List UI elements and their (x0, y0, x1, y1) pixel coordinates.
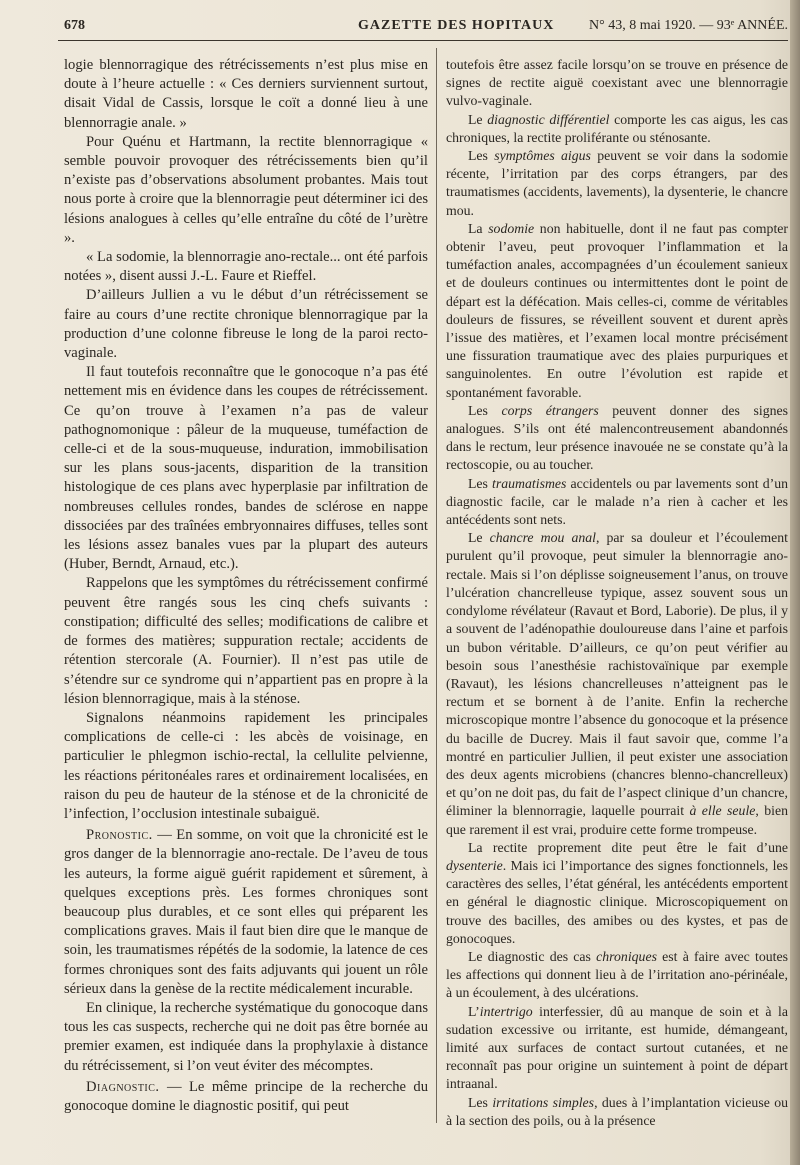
paragraph: « La sodomie, la blennorragie ano-rectale... ont été parfois notées », disent aussi J.-L. Faure et Rieffel. (64, 249, 428, 285)
section-text: — En somme, on voit que la chronicité est le gros danger de la blennorragie ano-rectale. De l’aveu de tous les auteurs, la forme aiguë guérit rapidement et sûrement, à quelques exceptions près. Les formes chroniques sont beaucoup plus durables, et ce sont elles qui préparent les complications graves. Mais il faut bien dire que le manque de soin, les traumatismes répétés de la sodomie, la latence de ces formes chroniques sont des faits adjuvants qui jouent un rôle sérieux dans la genèse de la rectite médicalement incurable. (64, 827, 428, 997)
text-run: L’ (468, 1003, 480, 1019)
paragraph (446, 948, 788, 1003)
page-header (58, 14, 788, 42)
section-heading: Pronostic. (86, 827, 153, 844)
text-run: , bien que rarement il est vrai, produire cette forme trompeuse. (446, 803, 789, 837)
text-run: Les (468, 402, 502, 418)
italic-term: irritations simples (492, 1094, 595, 1110)
pronostic-section (64, 826, 428, 999)
header-rule (58, 40, 788, 41)
right-column (446, 56, 788, 1130)
paragraph: D’ailleurs Jullien a vu le début d’un rétrécissement se faire au cours d’une rectite chronique blennorragique par la production d’une colonne fibreuse le long de la paroi recto-vaginale. (64, 287, 428, 362)
paragraph: Pour Quénu et Hartmann, la rectite blennorragique « semble pouvoir provoquer des rétrécissements bien qu’il n’existe pas d’observations absolument probantes. Mais tout nous porte à croire que la blennorragie peut déterminer ici des lésions analogues à celles qu’elle entraîne du côté de l’urètre ». (64, 133, 428, 246)
paragraph (446, 220, 788, 402)
text-run: Les (468, 148, 495, 164)
text-run: La (468, 220, 489, 236)
text-run: interfessier, dû au manque de soin et à la sudation excessive ou irritante, est humide, démangeant, limité aux surfaces de contact surtout cutanées, et ne reconnaît pas pour origine un suintement à point de départ intraanal. (446, 1003, 788, 1092)
italic-term: diagnostic différentiel (487, 111, 610, 127)
section-heading: Diagnostic. (86, 1078, 160, 1095)
binding-shadow (790, 0, 800, 1165)
text-run: , par sa douleur et l’écoulement purulent qu’il provoque, peut simuler la blennorragie ano-rectale. Mais si l’on déplisse soigneusement l’anus, on trouve l’ulcération chancrelleuse typique, assez souvent sous un condylome révélateur (Ravaut et Bord, Laborie). De plus, il y a souvent de l’adénopathie douloureuse dans l’aine et parfois un bubon véritable. D’ailleurs, ce qu’on peut vérifier au besoin sous l’anesthésie rachistovaïnique par exemple (Ravaut), les lésions chancrelleuses n’atteignent pas le rectum et se bornent à de l’anite. Enfin la recherche microscopique montre l’absence du gonocoque et la présence du bacille de Ducrey. Mais il faut savoir que, comme l’a montré en particulier Jullien, il peut exister une association des deux agents microbiens (chancres blenno-chancrelleux) et qu’on ne doit pas, du fait de l’aspect clinique d’un chancre, éliminer la blennorragie, laquelle pourrait (446, 530, 788, 819)
column-divider (436, 48, 437, 1123)
text-run: accidentels ou par lavements sont d’un diagnostic facile, car le malade n’a rien à cacher et les antécédents sont nets. (446, 475, 789, 528)
italic-term: intertrigo (479, 1003, 533, 1019)
paragraph: toutefois être assez facile lorsqu’on se trouve en présence de signes de rectite aiguë coexistant avec une blennorragie vulvo-vaginale. (446, 57, 788, 109)
text-run: non habituelle, dont il ne faut pas compter obtenir l’aveu, peut provoquer l’inflammation et la tuméfaction anales, accompagnées d’un écoulement sanieux et de douleurs continues ou intermittentes dont le point de départ est la défécation. Mais celles-ci, comme de véritables douleurs de fissures, se réveillent souvent et durent après l’issue des matières, et l’examen local montre précisément une fissuration traumatique avec des plaies purpuriques et sanguinolentes. En outre l’évolution est rapide et spontanément favorable. (446, 220, 788, 400)
paragraph (446, 529, 788, 838)
issue-info: N° 43, 8 mai 1920. — 93ᵉ ANNÉE. (589, 18, 788, 33)
italic-term: corps étrangers (501, 402, 599, 418)
italic-term: chancre mou anal (489, 530, 596, 546)
paragraph (446, 475, 788, 530)
paragraph (446, 111, 788, 147)
text-run: peuvent donner des signes analogues. S’ils ont été malencontreusement abandonnés dans le rectum, leur présence inavouée ne se constate qu’à la rectoscopie, ou au toucher. (446, 402, 788, 473)
journal-title: GAZETTE DES HOPITAUX (358, 18, 555, 33)
paragraph (446, 1003, 788, 1094)
text-run: , dues à l’implantation vicieuse ou à la section des poils, ou à la présence (446, 1094, 789, 1128)
italic-term: traumatismes (492, 475, 567, 491)
paragraph: Signalons néanmoins rapidement les principales complications de celle-ci : les abcès de voisinage, en particulier le phlegmon ischio-rectal, la cellulite pelvienne, les réactions péritonéales rares et ordinairement localisées, en raison du peu de hauteur de la sténose et de la chronicité de l’infection, l’occlusion intestinale subaiguë. (64, 709, 428, 822)
text-run: Le diagnostic des cas (468, 948, 597, 964)
text-run: peuvent se voir dans la sodomie récente, l’irritation par des corps étrangers, par des traumatismes (accidents, lavements), la dysenterie, le chancre mou. (446, 148, 789, 218)
text-run: Les (468, 475, 493, 491)
paragraph: Il faut toutefois reconnaître que le gonocoque n’a pas été nettement mis en évidence dans les coupes de rétrécissement. Ce qu’on trouve à l’examen n’a pas de valeur pathognomonique : pâleur de la muqueuse, tuméfaction de celle-ci et de la sous-muqueuse, induration, immobilisation sur les plans sous-jacents, disparition de la transition histologique de ces plans avec hyperplasie par infiltration de nombreuses cellules rondes, bandes de sclérose en nappe dissociées par des traînées embryonnaires diffuses, telles sont les lésions assez banales vues par la plupart des auteurs (Huber, Berndt, Arnaud, etc.). (64, 364, 428, 573)
paragraph: En clinique, la recherche systématique du gonocoque dans tous les cas suspects, recherche qui ne doit pas être bornée au premier examen, est indiquée dans la prophylaxie à distance du rétrécissement, si l’on veut éviter des mécomptes. (64, 999, 428, 1074)
left-column (64, 56, 428, 1116)
italic-term: symptômes aigus (494, 148, 591, 164)
text-run: Les (468, 1094, 493, 1110)
paragraph (446, 839, 788, 948)
italic-term: chroniques (596, 948, 657, 964)
paragraph: logie blennorragique des rétrécissements n’est plus mise en doute à l’heure actuelle : « Ces derniers surviennent surtout, disait Vidal de Cassis, lorsque le coït a donné lieu à une blennorragie anale. » (64, 57, 428, 131)
diagnostic-section (64, 1078, 428, 1116)
paragraph: Rappelons que les symptômes du rétrécissement confirmé peuvent être rangés sous les cinq chefs suivants : constipation; difficulté des selles; modifications de calibre et de formes des matières; suppuration rectale; accidents de rétention stercorale (A. Fournier). Il n’est pas utile de s’étendre sur ce syndrome qui n’appartient pas en propre à la lésion blennorragique, mais à la sténose. (64, 575, 428, 707)
text-run: La rectite proprement dite peut être le fait d’une (468, 839, 788, 855)
italic-term: dysenterie (446, 857, 503, 873)
section-text: — Le même principe de la recherche du gonocoque domine le diagnostic positif, qui peut (64, 1078, 428, 1114)
paragraph (446, 1094, 788, 1130)
paragraph (446, 147, 788, 220)
paragraph (446, 402, 788, 475)
text-run: Le (468, 530, 490, 546)
text-run: Le (468, 111, 488, 127)
italic-term: à elle seule (689, 803, 756, 819)
text-run: comporte les cas aigus, les cas chroniques, la rectite proliférante ou sténosante. (446, 111, 788, 145)
page-number: 678 (64, 18, 85, 33)
italic-term: sodomie (488, 220, 535, 236)
text-run: . Mais ici l’importance des signes fonctionnels, les caractères des selles, l’état général, les antécédents emportent en général le diagnostic clinique. Microscopiquement on trouve des bacilles, des amibes ou des kystes, et pas de gonocoques. (446, 857, 788, 946)
text-run: est à faire avec toutes les affections qui donnent lieu à de l’irritation ano-périnéale, à un écoulement, à des ulcérations. (446, 948, 788, 1001)
